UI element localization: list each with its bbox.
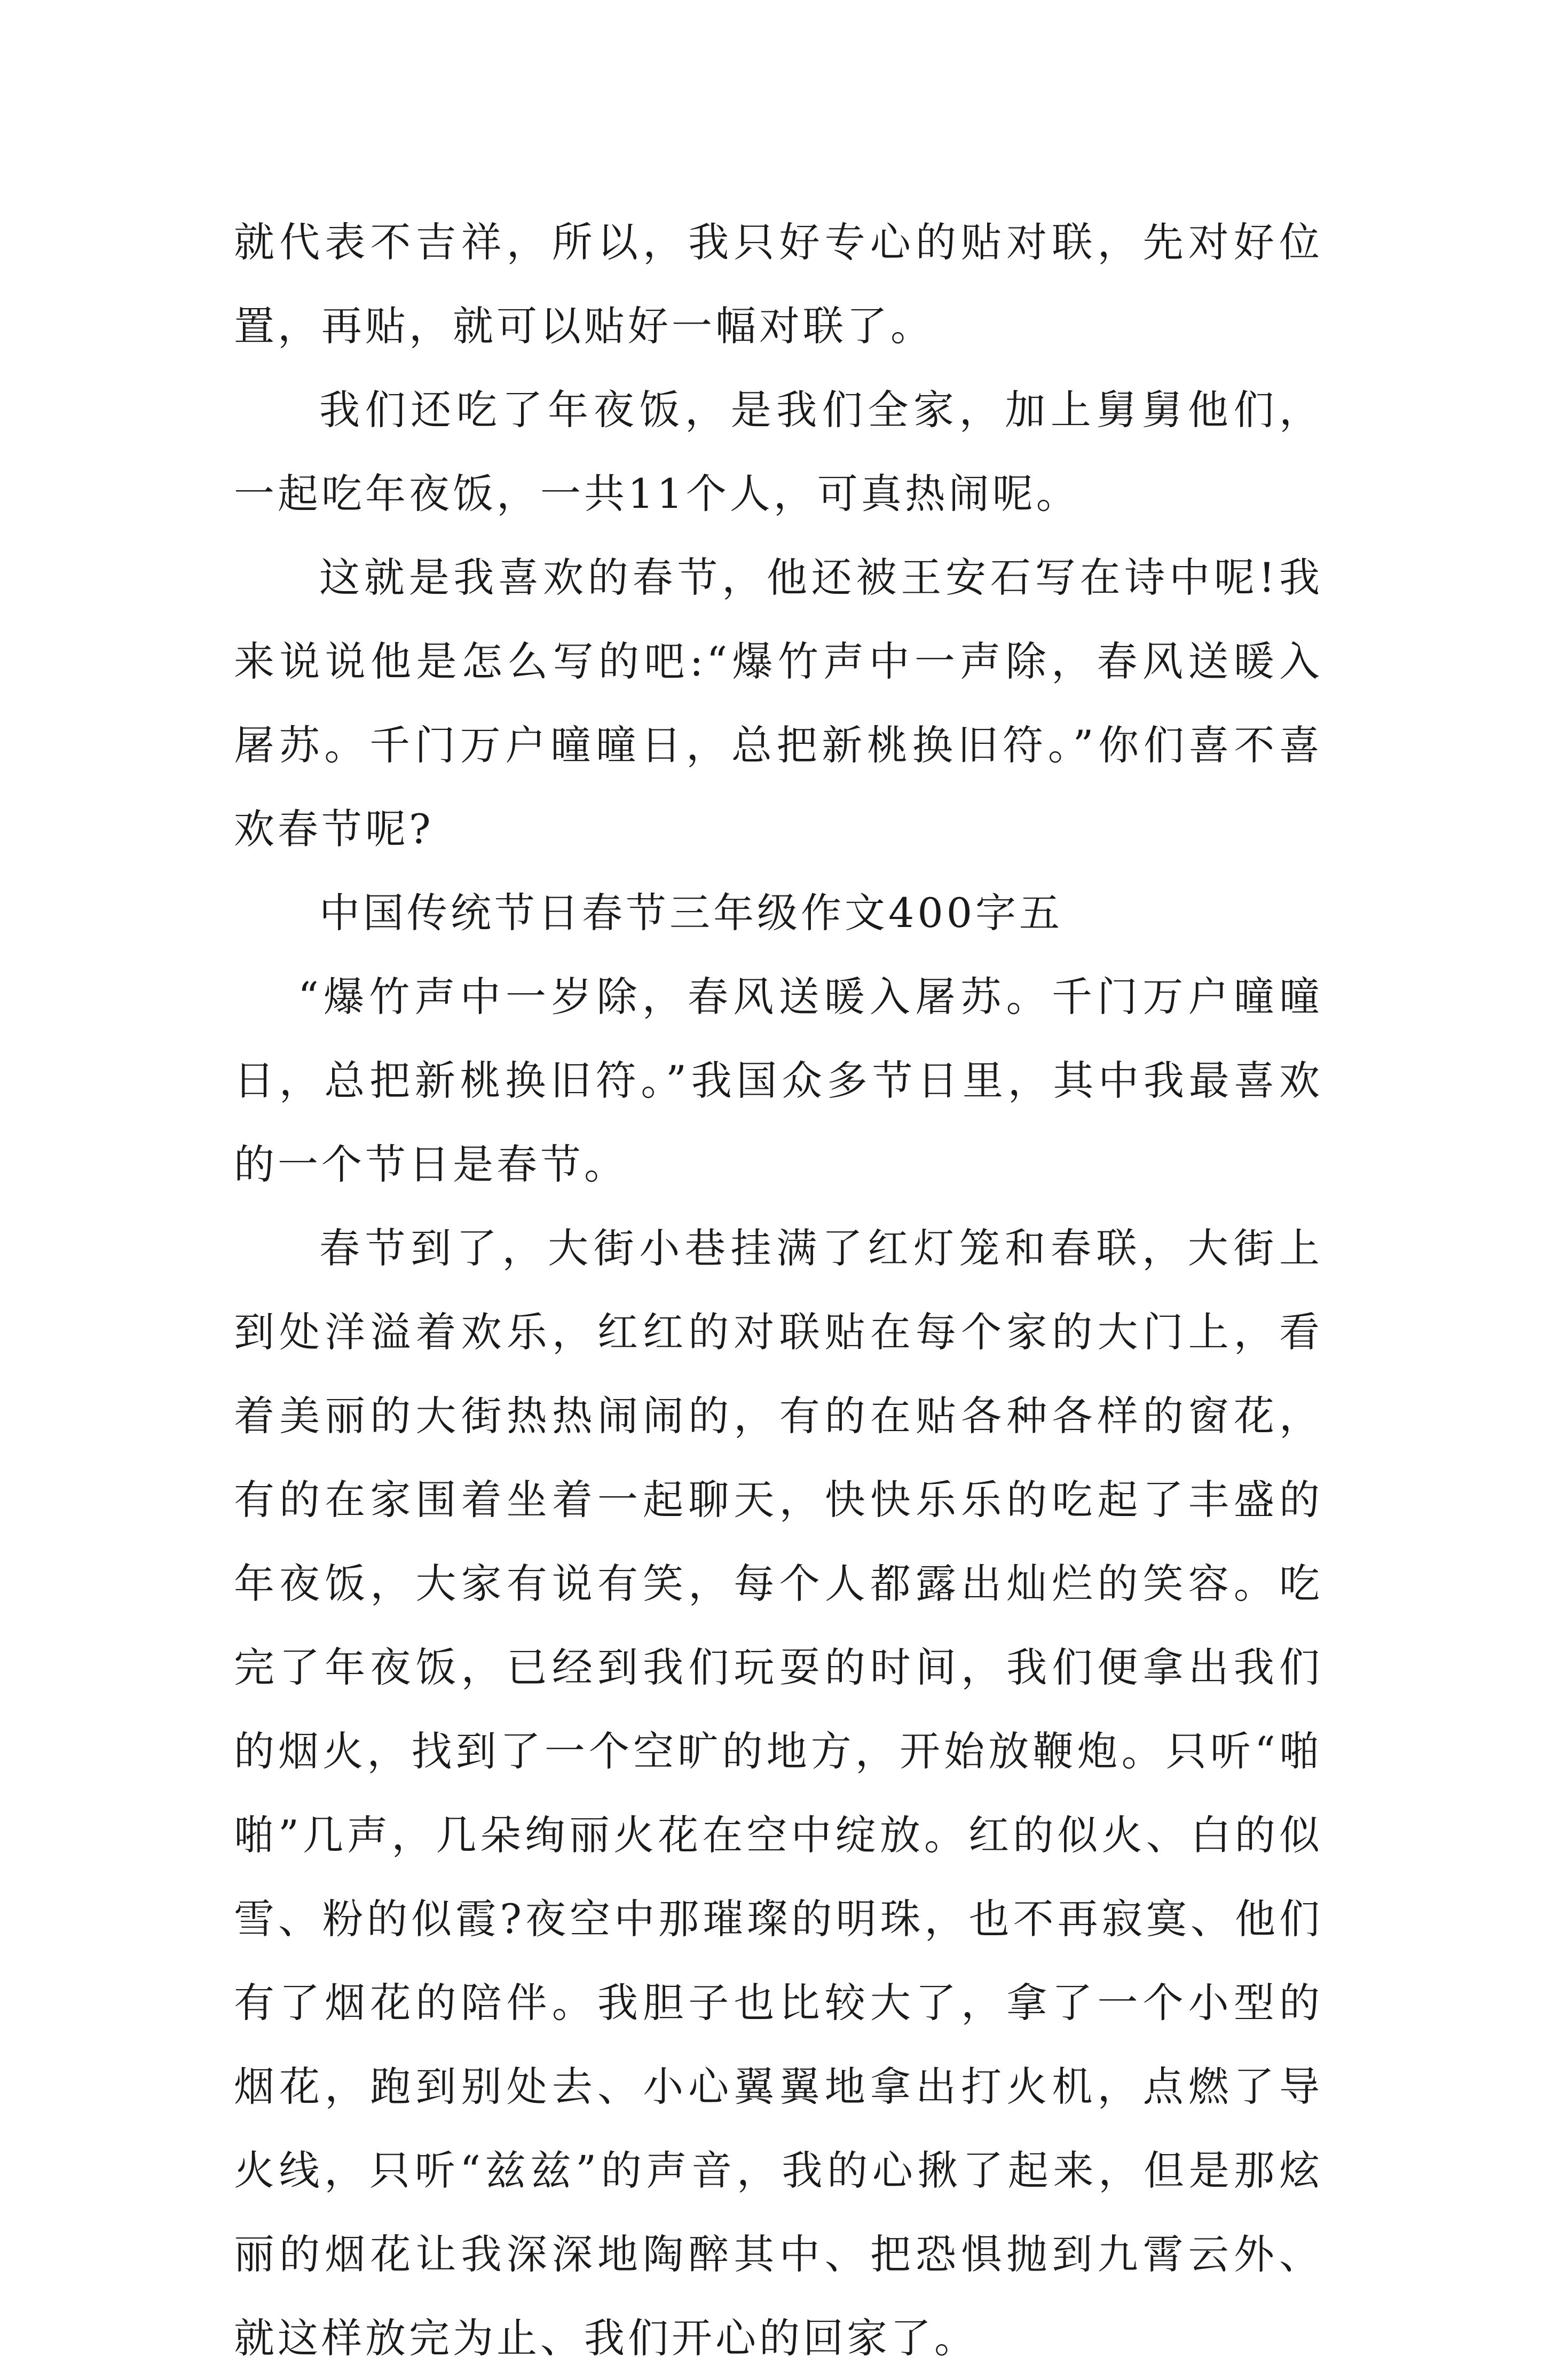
essay-body (234, 200, 1323, 2380)
paragraph-dinner: 我们还吃了年夜饭，是我们全家，加上舅舅他们，一起吃年夜饭，一共11个人，可真热闹呢。 (234, 386, 1323, 517)
paragraph-intro: “爆竹声中一岁除，春风送暖入屠苏。千门万户曈曈日，总把新桃换旧符。”我国众多节日里，其中我最喜欢的一个节日是春节。 (234, 973, 1323, 1188)
paragraph-poem: 这就是我喜欢的春节，他还被王安石写在诗中呢!我来说说他是怎么写的吧:“爆竹声中一声除，春风送暖入屠苏。千门万户曈曈日，总把新桃换旧符。”你们喜不喜欢春节呢? (234, 554, 1323, 853)
paragraph-continuation: 就代表不吉祥，所以，我只好专心的贴对联，先对好位置，再贴，就可以贴好一幅对联了。 (234, 218, 1323, 350)
essay-heading: 中国传统节日春节三年级作文400字五 (319, 889, 1063, 937)
paragraph-fireworks: 春节到了，大街小巷挂满了红灯笼和春联，大街上到处洋溢着欢乐，红红的对联贴在每个家的大门上，看着美丽的大街热热闹闹的，有的在贴各种各样的窗花，有的在家围着坐着一起聊天，快快乐乐的吃起了丰盛的年夜饭，大家有说有笑，每个人都露出灿烂的笑容。吃完了年夜饭，已经到我们玩耍的时间，我们便拿出我们的烟火，找到了一个空旷的地方，开始放鞭炮。只听“啪啪”几声，几朵绚丽火花在空中绽放。红的似火、白的似雪、粉的似霞?夜空中那璀璨的明珠，也不再寂寞、他们有了烟花的陪伴。我胆子也比较大了，拿了一个小型的烟花，跑到别处去、小心翼翼地拿出打火机，点燃了导火线，只听“兹兹”的声音，我的心揪了起来，但是那炫丽的烟花让我深深地陶醉其中、把恐惧抛到九霄云外、就这样放完为止、我们开心的回家了。 (234, 1224, 1323, 2362)
